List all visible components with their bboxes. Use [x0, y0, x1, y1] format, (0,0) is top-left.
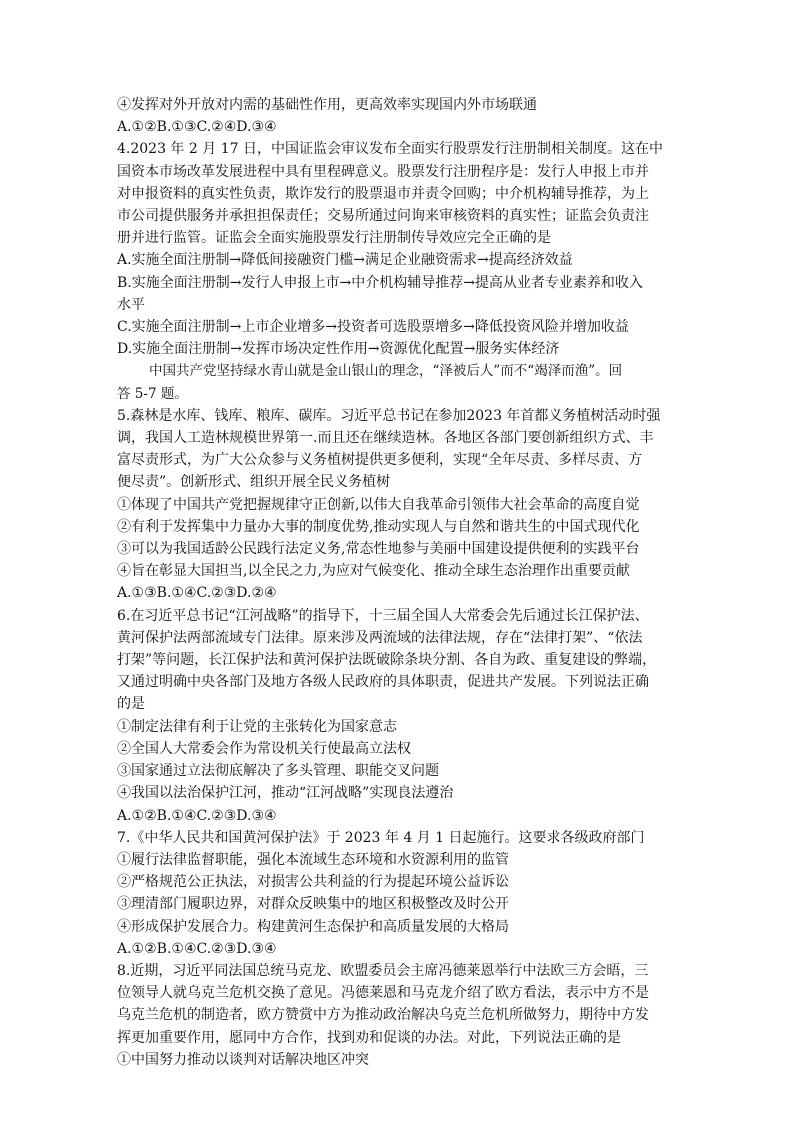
question-8 [117, 960, 679, 1071]
option-line: A.实施全面注册制→降低间接融资门槛→满足企业融资需求→提高经济效益 [117, 252, 573, 269]
option-line: ③理清部门履职边界，对群众反映集中的地区积极整改及时公开 [117, 896, 509, 913]
exam-page [117, 94, 679, 1071]
option-line: 水平 [117, 296, 145, 313]
question-4 [117, 138, 679, 360]
option-line: ④形成保护发展合力。构建黄河生态保护和高质量发展的大格局 [117, 918, 509, 935]
option-line: ①体现了中国共产党把握规律守正创新,以伟大自我革命引领伟大社会革命的高度自觉 [117, 496, 640, 513]
question-stem-line: 调，我国人工造林规模世界第一.而且还在继续造林。各地区各部门要创新组织方式、丰 [117, 430, 654, 447]
question-stem-line: 8.近期，习近平同法国总统马克龙、欧盟委员会主席冯德莱恩举行中法欧三方会晤，三 [117, 962, 649, 979]
lead-in-5-7 [117, 360, 679, 404]
option-line: B.实施全面注册制→发行人申报上市→中介机构辅导推荐→提高从业者专业素养和收入 [117, 274, 643, 291]
question-stem-line: 4.2023 年 2 月 17 日，中国证监会审议发布全面实行股票发行注册制相关制度。这在中 [117, 141, 663, 158]
answer-choices: A.①②B.①③C.②④D.③④ [117, 119, 277, 136]
answer-choices: A.①②B.①④C.②③D.③④ [117, 940, 277, 957]
question-stem-line: 打架”等问题，长江保护法和黄河保护法既破除条块分割、各自为政、重复建设的弊端， [117, 652, 657, 669]
question-stem-line: 乌克兰危机的制造者，欧方赞赏中方为推动政治解决乌克兰危机所做努力，期待中方发 [117, 1007, 649, 1024]
option-line: ③可以为我国适龄公民践行法定义务,常态性地参与美丽中国建设提供便利的实践平台 [117, 541, 640, 558]
option-line: ②严格规范公正执法，对损害公共利益的行为提起环境公益诉讼 [117, 874, 509, 891]
question-stem-line: 册并进行监管。证监会全面实施股票发行注册制传导效应完全正确的是 [117, 230, 551, 247]
option-line: ①制定法律有利于让党的主张转化为国家意志 [117, 718, 397, 735]
question-stem-line: 又通过明确中央各部门及地方各级人民政府的具体职责，促进共产发展。下列说法正确 [117, 674, 649, 691]
lead-in-line: 中国共产党坚持绿水青山就是金山银山的理念，“泽被后人”而不“竭泽而渔”。回 [149, 363, 623, 380]
question-stem-line: 黄河保护法两部流域专门法律。原来涉及两流域的法律法规，存在“法律打架”、“依法 [117, 629, 643, 646]
option-line: ①履行法律监督职能，强化本流域生态环境和水资源利用的监管 [117, 851, 509, 868]
question-stem-line: 市公司提供服务并承担担保责任；交易所通过问询来审核资料的真实性；证监会负责注 [117, 208, 649, 225]
question-stem-line: 国资本市场改革发展进程中具有里程碑意义。股票发行注册程序是：发行人申报上市并 [117, 163, 649, 180]
option-line: C.实施全面注册制→上市企业增多→投资者可选股票增多→降低投资风险并增加收益 [117, 319, 629, 336]
answer-choices: A.①③B.①④C.②③D.②④ [117, 585, 277, 602]
option-line: ④发挥对外开放对内需的基础性作用，更高效率实现国内外市场联通 [117, 97, 537, 113]
answer-choices: A.①②B.①④C.②③D.③④ [117, 807, 277, 824]
option-line: ①中国努力推动以谈判对话解决地区冲突 [117, 1051, 369, 1068]
question-stem-line: 富尽责形式，为广大公众参与义务植树提供更多便利，实现“全年尽责、多样尽责、方 [117, 452, 643, 469]
question-stem-line: 位领导人就乌克兰危机交换了意见。冯德莱恩和马克龙介绍了欧方看法，表示中方不是 [117, 985, 649, 1002]
option-line: ④我国以法治保护江河，推动“江河战略”实现良法遵治 [117, 785, 454, 802]
question-5 [117, 405, 679, 605]
question-stem-line: 对申报资料的真实性负责，欺诈发行的股票退市并责令回购；中介机构辅导推荐，为上 [117, 185, 649, 202]
lead-in-line: 答 5-7 题。 [117, 385, 188, 402]
question-stem-line: 6.在习近平总书记“江河战略”的指导下，十三届全国人大常委会先后通过长江保护法、 [117, 607, 649, 624]
question-7 [117, 827, 679, 960]
option-line: ④旨在彰显大国担当,以全民之力,为应对气候变化、推动全球生态治理作出重要贡献 [117, 563, 630, 580]
option-line: ②有利于发挥集中力量办大事的制度优势,推动实现人与自然和谐共生的中国式现代化 [117, 518, 640, 535]
question-6 [117, 605, 679, 827]
question-stem-line: 便尽责”。创新形式、组织开展全民义务植树 [117, 474, 391, 491]
question-3-tail [117, 94, 679, 138]
option-line: ②全国人大常委会作为常设机关行使最高立法权 [117, 740, 411, 757]
option-line: ③国家通过立法彻底解决了多头管理、职能交叉问题 [117, 763, 439, 780]
question-stem-line: 7.《中华人民共和国黄河保护法》于 2023 年 4 月 1 日起施行。这要求各级政府部门 [117, 829, 645, 846]
option-line: D.实施全面注册制→发挥市场决定性作用→资源优化配置→服务实体经济 [117, 341, 560, 358]
question-stem-line: 挥更加重要作用，愿同中方合作，找到劝和促谈的办法。对此，下列说法正确的是 [117, 1029, 621, 1046]
question-stem-line: 的是 [117, 696, 145, 713]
question-stem-line: 5.森林是水库、钱库、粮库、碳库。习近平总书记在参加2023 年首都义务植树活动时强 [117, 407, 661, 424]
